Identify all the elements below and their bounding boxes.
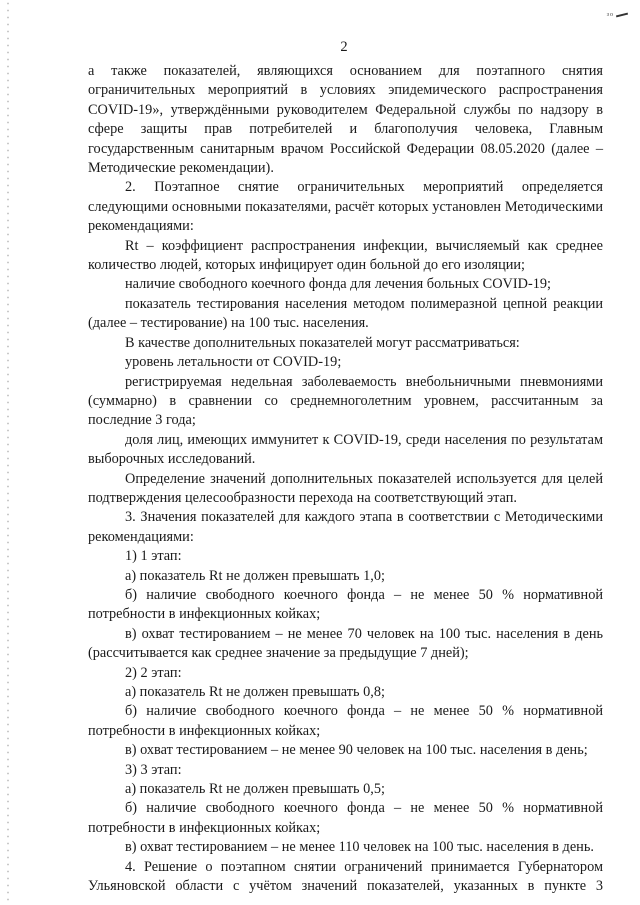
paragraph: а также показателей, являющихся основанием для поэтапного снятия ограничительных мероприятий в условиях эпидемического распространения COVID-19», утверждёнными руководителем Федеральной службы по надзору в сфере защиты прав потребителей и благополучия человека, Главным государственным санитарным врачом Российской Федерации 08.05.2020 (далее – Методические рекомендации). — [88, 63, 603, 177]
paragraph: показатель тестирования населения методом полимеразной цепной реакции (далее – тестирование) на 100 тыс. населения. — [88, 295, 603, 332]
paragraph: а) показатель Rt не должен превышать 1,0; — [125, 567, 385, 584]
paragraph: б) наличие свободного коечного фонда – не менее 50 % нормативной потребности в инфекционных койках; — [88, 586, 603, 623]
corner-mark-text: зо — [606, 12, 614, 18]
paragraph: в) охват тестированием – не менее 110 человек на 100 тыс. населения в день. — [125, 839, 594, 856]
paragraph: в) охват тестированием – не менее 90 человек на 100 тыс. населения в день; — [125, 742, 588, 759]
paragraph: регистрируемая недельная заболеваемость внебольничными пневмониями (суммарно) в сравнении со среднемноголетним уровнем, рассчитанным за последние 3 года; — [88, 373, 603, 429]
paragraph: уровень летальности от COVID-19; — [125, 354, 342, 371]
paragraph: 2) 2 этап: — [125, 664, 182, 681]
paragraph: наличие свободного коечного фонда для лечения больных COVID-19; — [125, 276, 551, 293]
paragraph: доля лиц, имеющих иммунитет к COVID-19, среди населения по результатам выборочных исследований. — [88, 431, 603, 468]
paragraph: а) показатель Rt не должен превышать 0,8; — [125, 684, 385, 700]
paragraph: б) наличие свободного коечного фонда – не менее 50 % нормативной потребности в инфекционных койках; — [88, 800, 603, 836]
paragraph: 3. Значения показателей для каждого этапа в соответствии с Методическими рекомендациями: — [88, 509, 603, 545]
paragraph: Rt – коэффициент распространения инфекции, вычисляемый как среднее количество людей, которых инфицирует один больной до его изоляции; — [88, 237, 603, 274]
paragraph: б) наличие свободного коечного фонда – не менее 50 % нормативной потребности в инфекционных койках; — [88, 703, 603, 739]
corner-handwritten-mark — [607, 12, 628, 18]
paragraph: в) охват тестированием – не менее 70 человек на 100 тыс. населения в день (рассчитывается как среднее значение за предыдущие 7 дней); — [88, 625, 603, 662]
paragraph: 1) 1 этап: — [125, 548, 182, 565]
scan-edge-dots — [7, 0, 9, 905]
paragraph: а) показатель Rt не должен превышать 0,5; — [125, 781, 385, 798]
paragraph: 3) 3 этап: — [125, 761, 182, 778]
paragraph: 4. Решение о поэтапном снятии ограничений принимается Губернатором Ульяновской области с учётом значений показателей, указанных в пункте 3 — [88, 858, 603, 895]
paragraph: Определение значений дополнительных показателей используется для целей подтверждения целесообразности перехода на соответствующий этап. — [88, 470, 603, 506]
document-body — [88, 62, 603, 896]
paragraph: В качестве дополнительных показателей могут рассматриваться: — [125, 334, 520, 351]
page-number: 2 — [340, 39, 348, 55]
paragraph: 2. Поэтапное снятие ограничительных мероприятий определяется следующими основными показателями, расчёт которых установлен Методическими рекомендациями: — [88, 179, 603, 235]
pen-stroke-icon — [616, 12, 628, 17]
